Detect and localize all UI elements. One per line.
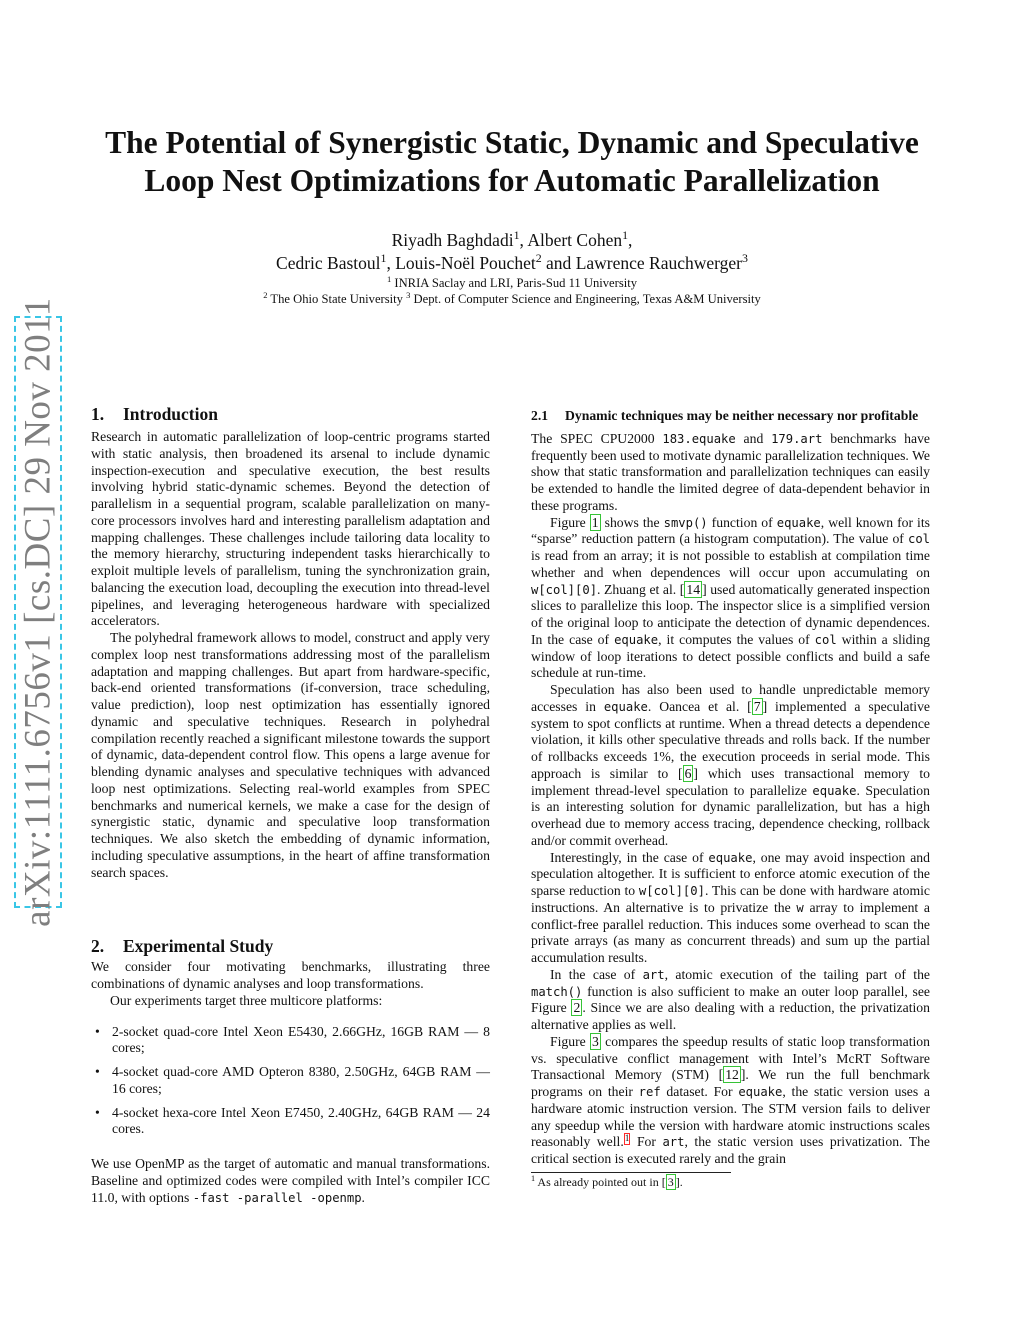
affiliation: Dept. of Computer Science and Engineering, Texas A&M University xyxy=(413,292,761,306)
right-column xyxy=(531,408,930,1190)
affiliation: INRIA Saclay and LRI, Paris-Sud 11 University xyxy=(394,276,638,290)
footnote xyxy=(531,1175,930,1190)
paragraph: Figure 1 shows the smvp() function of equake, well known for its “sparse” reduction pattern (a histogram computation). The value of col is read from an array; it is not possible to establish at compilation time whether and when dependences will occur upon accumulating on w[col][0]. Zhuang et al. [ 14 ] used automatically generated inspection slices to parallelize this loop. The inspector slice is a simplified version of the original loop to anticipate the detection of dynamic dependences. In the case of equake, it computes the values of col within a sliding window of loop iterations to detect possible conflicts and build a safe schedule at run-time. xyxy=(531,514,931,681)
author-affil-sup: 2 xyxy=(535,251,542,266)
author-line-2 xyxy=(100,252,924,275)
footnote-mark: 1 xyxy=(531,1173,536,1183)
section-title: Introduction xyxy=(123,404,218,424)
inline-code: ref xyxy=(638,1085,661,1099)
section-heading-experimental-study xyxy=(91,935,490,957)
subsection-heading xyxy=(531,408,930,425)
inline-code: w xyxy=(796,900,804,915)
inline-code: equake xyxy=(603,699,648,714)
platform-list xyxy=(91,1024,490,1139)
paragraph xyxy=(91,1156,490,1206)
affil-sup: 3 xyxy=(406,289,411,300)
paper-title xyxy=(60,124,964,200)
arxiv-stamp-text: arXiv:1111.6756v1 [cs.DC] 29 Nov 2011 xyxy=(17,297,59,927)
inline-code: art xyxy=(642,967,665,982)
paragraph-text: . xyxy=(361,1189,365,1205)
affiliation-line-2 xyxy=(100,291,924,307)
inline-code: col xyxy=(907,532,930,547)
inline-code: equake xyxy=(776,515,821,530)
arxiv-stamp xyxy=(14,297,62,927)
footnote-text: As already pointed out in [ xyxy=(537,1174,666,1189)
author-affil-sup: 1 xyxy=(380,251,387,266)
subsection-title: Dynamic techniques may be neither necessary nor profitable xyxy=(565,408,919,423)
inline-code: col xyxy=(814,632,837,647)
author-name: Lawrence Rauchwerger xyxy=(575,253,743,273)
list-item: • 4-socket quad-core AMD Opteron 8380, 2.50GHz, 64GB RAM — 16 cores; xyxy=(91,1064,490,1098)
author-sep: , xyxy=(386,253,396,273)
inline-code: equake xyxy=(812,783,857,798)
author-sep: and xyxy=(541,253,576,273)
inline-code: 183.equake xyxy=(662,431,736,446)
section-number: 2. xyxy=(91,936,105,957)
inline-code: w[col][0] xyxy=(638,884,705,898)
inline-code: equake xyxy=(708,850,753,865)
author-name: Louis-Noël Pouchet xyxy=(395,253,536,273)
author-affil-sup: 1 xyxy=(513,228,520,243)
affiliation: The Ohio State University xyxy=(270,292,403,306)
paragraph: Our experiments target three multicore platforms: xyxy=(110,992,383,1008)
author-block xyxy=(100,229,924,307)
paragraph: In the case of art, atomic execution of the tailing part of the match() function is also sufficient to make an outer loop parallel, see Figure 2 . Since we are also dealing with a reduction, the privatization alternative applies as well. xyxy=(531,966,930,1032)
section-title: Experimental Study xyxy=(123,936,274,957)
paragraph: Figure 3 compares the speedup results of static loop transformation vs. speculative conflict management with Intel’s McRT Software Transactional Memory (STM) [ 12 ]. We run the full benchmark programs on their ref dataset. For equake, the static version uses a hardware atomic instruction version. The STM version fails to deliver any speedup while the version with hardware atomic instructions scales reasonably well.$^1$ For art, the static version uses privatization. The critical section is executed rarely and the grain xyxy=(531,1033,930,1166)
citation-link[interactable]: 14 xyxy=(686,581,701,597)
inline-code: equake xyxy=(738,1085,783,1099)
affiliation-line-1 xyxy=(100,275,924,291)
footnote-rule xyxy=(531,1172,731,1173)
author-name: Cedric Bastoul xyxy=(276,253,381,273)
paragraph: Research in automatic parallelization of loop-centric programs started with static analysis, then broadened its arsenal to include dynamic inspection-execution and speculative execution, the best results involving hybrid static-dynamic schemes. Beyond the detection of parallelism in a sequential program, scalable parallelization on many-core processors involves hard and interesting parallelism adaptation and mapping challenges. These challenges include tailoring data locality to the memory hierarchy, structuring independent tasks hierarchically to exploit multiple levels of parallelism, tuning the synchronization grain, balancing the execution load, decoupling the execution into thread-level pipelines, and leveraging heterogeneous hardware with specialized accelerators. xyxy=(91,429,490,629)
citation-link[interactable]: 1 xyxy=(591,514,599,530)
author-affil-sup: 1 xyxy=(622,228,629,243)
inline-code: w[col][0] xyxy=(531,582,598,597)
citation-link[interactable]: 3 xyxy=(667,1174,674,1189)
author-name: Riyadh Baghdadi xyxy=(391,230,514,250)
author-line-1: Riyadh Baghdadi$^1$, Albert Cohen$^1$, xyxy=(391,228,633,250)
list-item: • 4-socket hexa-core Intel Xeon E7450, 2.40GHz, 64GB RAM — 24 cores. xyxy=(91,1105,490,1139)
section-heading-introduction xyxy=(91,403,490,425)
citation-link[interactable]: 3 xyxy=(592,1033,599,1049)
left-column xyxy=(91,403,490,1206)
author-name: Albert Cohen xyxy=(527,230,623,250)
affil-sup: 2 xyxy=(263,289,268,300)
title-line-1: The Potential of Synergistic Static, Dynamic and Speculative xyxy=(105,125,919,160)
paragraph: Speculation has also been used to handle unpredictable memory accesses in equake. Oancea et al. [ 7 ] implemented a speculative system to spot conflicts at runtime. When a thread detects a dependence violation, it kills other speculative threads and rolls back. If the number of rollbacks exceeds 1%, the execution proceeds in serial mode. This approach is similar to [ 6 ] which uses transactional memory to implement thread-level speculation to parallelize equake. Speculation is an interesting solution for dynamic parallelization, but has a high overhead due to memory access tracing, dependence checking, rollback and/or commit overhead. xyxy=(531,682,930,848)
inline-code: match() xyxy=(531,984,583,999)
inline-code: equake xyxy=(614,632,659,647)
paragraph: The SPEC CPU2000 183.equake and 179.art benchmarks have frequently been used to motivate dynamic parallelization techniques. We show that static transformation and parallelization techniques can easily be extended to handle the limited degree of data-dependent behavior in these programs. xyxy=(531,430,930,513)
citation-link[interactable]: 2 xyxy=(573,1000,581,1016)
footnote-link[interactable]: 1 xyxy=(624,1133,630,1144)
citation-link[interactable]: 7 xyxy=(753,698,761,714)
paragraph: Interestingly, in the case of equake, one may avoid inspection and speculation altogether. It is sufficient to enforce atomic execution of the sparse reduction to w[col][0]. This can be done with hardware atomic instructions. An alternative is to privatize the w array to implement a conflict-free parallel reduction. This induces some overhead to scan the private arrays (as many as concurrent threads) and sum up the partial accumulation results. xyxy=(531,849,931,965)
inline-code: -fast -parallel -openmp xyxy=(192,1190,362,1205)
footnote-text: ]. xyxy=(675,1174,683,1189)
paragraph: We consider four motivating benchmarks, illustrating three combinations of dynamic analyses and loop transformations. xyxy=(91,959,490,991)
paragraph-text: We use OpenMP as the target of automatic and manual transformations. Baseline and optimized codes were compiled with Intel’s compiler ICC 11.0, with options xyxy=(91,1156,490,1205)
list-item: • 2-socket quad-core Intel Xeon E5430, 2.66GHz, 16GB RAM — 8 cores; xyxy=(91,1024,490,1058)
inline-code: art xyxy=(662,1135,685,1150)
subsection-number: 2.1 xyxy=(531,408,549,423)
paragraph: The polyhedral framework allows to model, construct and apply very complex loop nest transformations addressing most of the parallelism adaptation and mapping challenges. But apart from hardware-specific, back-end oriented transformations (if-conversion, trace scheduling, value prediction), loop nest optimization has essentially ignored dynamic and speculative techniques. Research in polyhedral compilation recently reached a significant milestone towards the support of dynamic, data-dependent control flow. This opens a large avenue for blending dynamic analyses and speculative techniques with advanced loop nest optimizations. Selecting real-world examples from SPEC benchmarks and numerical kernels, we make a case for the design of synergistic static, dynamic and speculative loop transformation techniques. We also sketch the embedding of dynamic information, including speculative assumptions, in the heart of affine transformation search spaces. xyxy=(91,630,490,880)
author-affil-sup: 3 xyxy=(742,251,748,266)
inline-code: 179.art xyxy=(771,431,823,446)
affil-sup: 1 xyxy=(386,273,392,284)
section-number: 1. xyxy=(91,404,105,424)
citation-link[interactable]: 6 xyxy=(684,765,692,781)
citation-link[interactable]: 12 xyxy=(725,1067,739,1083)
author-sep: , xyxy=(519,230,528,250)
title-line-2: Loop Nest Optimizations for Automatic Parallelization xyxy=(144,163,880,198)
inline-code: smvp() xyxy=(663,515,708,530)
